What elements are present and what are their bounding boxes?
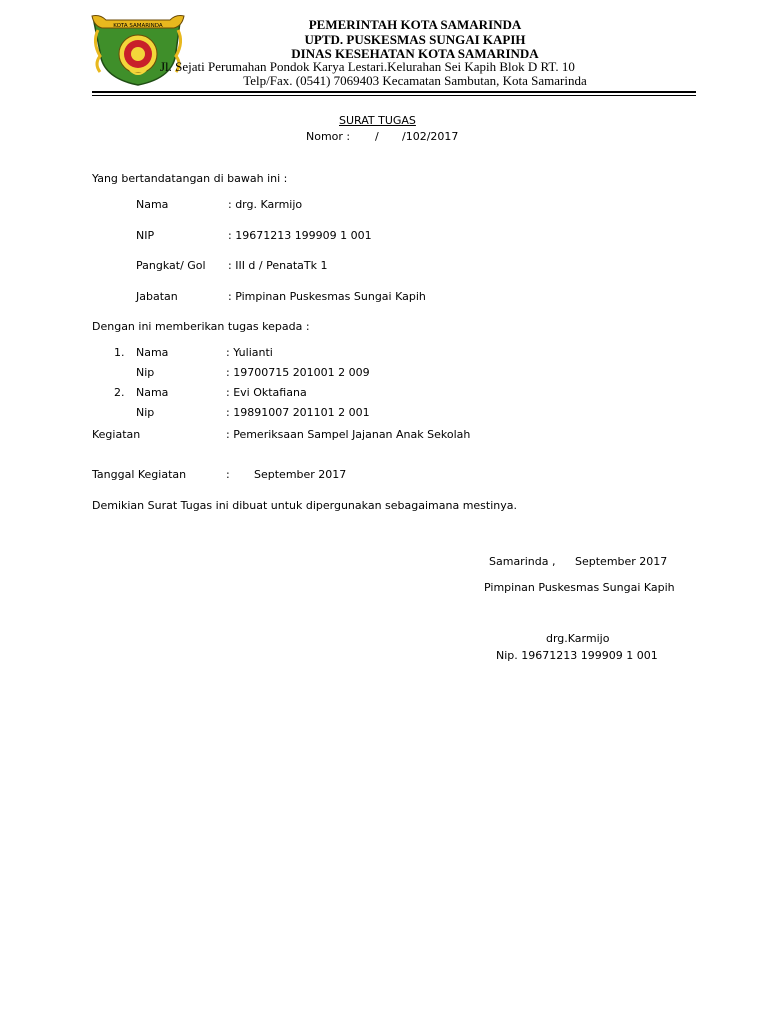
closing-text: Demikian Surat Tugas ini dibuat untuk dipergunakan sebagaimana mestinya. [92, 499, 517, 512]
letterhead-rule-thin [92, 95, 696, 96]
signer-name-value: : drg. Karmijo [228, 198, 303, 211]
signer-position-value: : Pimpinan Puskesmas Sungai Kapih [228, 290, 426, 303]
signature-date: September 2017 [575, 555, 668, 568]
assignee-1-nip: : 19700715 201001 2 009 [226, 366, 370, 379]
kota-samarinda-logo [90, 12, 186, 86]
activity-date-label: Tanggal Kegiatan [92, 468, 187, 481]
signature-name: drg.Karmijo [546, 632, 610, 645]
signature-position: Pimpinan Puskesmas Sungai Kapih [484, 581, 675, 594]
assign-intro-text: Dengan ini memberikan tugas kepada : [92, 320, 310, 333]
signer-nip-value: : 19671213 199909 1 001 [228, 229, 372, 242]
letterhead-address: Jl. Sejati Perumahan Pondok Karya Lestari.Kelurahan Sei Kapih Blok D RT. 10 [160, 59, 575, 74]
assignee-2-nip: : 19891007 201101 2 001 [226, 406, 370, 419]
number-label: Nomor : [306, 130, 351, 143]
letterhead-line-3: DINAS KESEHATAN KOTA SAMARINDA [291, 46, 539, 61]
number-value: /102/2017 [402, 130, 459, 143]
assignee-1-name-label: Nama [136, 346, 169, 359]
signature-nip: Nip. 19671213 199909 1 001 [496, 649, 658, 662]
assignee-1-nip-label: Nip [136, 366, 155, 379]
assignee-1-number: 1. [114, 346, 125, 359]
assignee-2-name-label: Nama [136, 386, 169, 399]
letterhead-phone: Telp/Fax. (0541) 7069403 Kecamatan Sambutan, Kota Samarinda [243, 73, 587, 88]
assignee-2-name: : Evi Oktafiana [226, 386, 307, 399]
signer-nip-label: NIP [136, 229, 155, 242]
letterhead-line-1: PEMERINTAH KOTA SAMARINDA [308, 17, 522, 32]
assignee-2-nip-label: Nip [136, 406, 155, 419]
signer-rank-value: : III d / PenataTk 1 [228, 259, 328, 272]
activity-label: Kegiatan [92, 428, 141, 441]
activity-date-colon: : [226, 468, 230, 481]
intro-text: Yang bertandatangan di bawah ini : [92, 172, 288, 185]
assignee-1-name: : Yulianti [226, 346, 273, 359]
letterhead-line-2: UPTD. PUSKESMAS SUNGAI KAPIH [304, 32, 526, 47]
letterhead-rule-thick [92, 91, 696, 93]
number-slash: / [375, 130, 379, 143]
assignee-2-number: 2. [114, 386, 125, 399]
signer-position-label: Jabatan [136, 290, 178, 303]
signer-rank-label: Pangkat/ Gol [136, 259, 206, 272]
activity-value: : Pemeriksaan Sampel Jajanan Anak Sekolah [226, 428, 471, 441]
logo-text: KOTA SAMARINDA [113, 23, 163, 29]
document-title: SURAT TUGAS [339, 114, 416, 127]
activity-date-value: September 2017 [254, 468, 347, 481]
signer-name-label: Nama [136, 198, 169, 211]
signature-place: Samarinda , [489, 555, 556, 568]
